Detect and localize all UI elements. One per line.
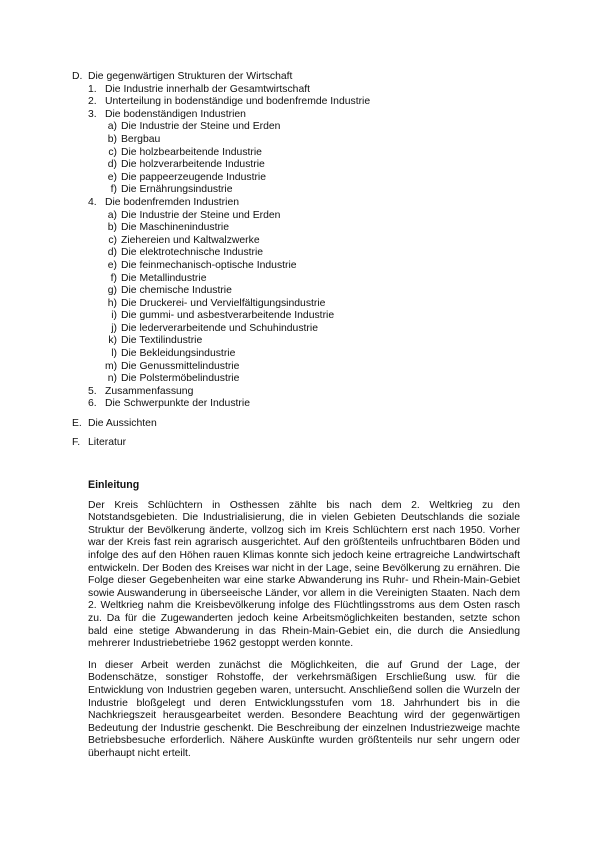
toc-marker: 3. — [88, 108, 97, 120]
toc-label: Die holzverarbeitende Industrie — [121, 159, 265, 171]
toc-marker: l) — [111, 348, 117, 360]
toc-subitem — [72, 361, 532, 374]
toc-marker: i) — [111, 310, 117, 322]
toc-marker: d) — [107, 159, 117, 171]
toc-marker: m) — [105, 360, 118, 372]
toc-marker: k) — [108, 335, 117, 347]
toc-label: Bergbau — [121, 133, 161, 145]
toc-subitem — [72, 134, 532, 147]
toc-label: Die Ernährungsindustrie — [121, 184, 233, 196]
toc-item — [72, 398, 532, 411]
toc-label: Unterteilung in bodenständige und bodenfremde Industrie — [105, 96, 371, 108]
toc-marker: 6. — [88, 398, 97, 410]
toc-marker: E. — [72, 418, 82, 430]
toc-subitem — [72, 222, 532, 235]
toc-marker: e) — [107, 171, 117, 183]
toc-marker: 4. — [88, 196, 97, 208]
toc-label: Die bodenfremden Industrien — [105, 196, 240, 208]
toc-subitem — [72, 235, 532, 248]
toc-item — [72, 386, 532, 399]
toc-item — [72, 96, 532, 109]
toc-marker: f) — [110, 272, 117, 284]
toc-marker: f) — [110, 184, 117, 196]
toc-marker: a) — [107, 121, 117, 133]
toc-label: Die Polstermöbelindustrie — [121, 373, 240, 385]
toc-label: Die Schwerpunkte der Industrie — [105, 398, 250, 410]
toc-marker: 1. — [88, 83, 97, 95]
toc-label: Die Textilindustrie — [121, 335, 203, 347]
toc-label: Die Industrie innerhalb der Gesamtwirtschaft — [105, 83, 311, 95]
toc-label: Die elektrotechnische Industrie — [121, 247, 264, 259]
toc-marker: a) — [107, 209, 117, 221]
toc-marker: d) — [107, 247, 117, 259]
toc-marker: c) — [108, 146, 117, 158]
toc-subitem — [72, 285, 532, 298]
toc-marker: b) — [107, 222, 117, 234]
toc-item — [72, 84, 532, 97]
toc-label: Die Druckerei- und Vervielfältigungsindustrie — [121, 297, 326, 309]
toc-label: Die gummi- und asbestverarbeitende Industrie — [121, 310, 335, 322]
toc-subitem — [72, 323, 532, 336]
table-of-contents — [72, 71, 532, 449]
toc-label: Die Maschinenindustrie — [121, 222, 230, 234]
toc-label: Die Genussmittelindustrie — [121, 360, 240, 372]
toc-subitem — [72, 172, 532, 185]
toc-subitem — [72, 273, 532, 286]
toc-subitem — [72, 247, 532, 260]
section-heading: Einleitung — [88, 479, 140, 491]
toc-marker: 2. — [88, 96, 97, 108]
toc-marker: j) — [111, 322, 117, 334]
toc-label: Die gegenwärtigen Strukturen der Wirtschaft — [88, 71, 293, 82]
toc-item — [72, 197, 532, 210]
toc-marker: 5. — [88, 385, 97, 397]
toc-section-f — [72, 437, 532, 450]
toc-marker: n) — [107, 373, 117, 385]
toc-subitem — [72, 184, 532, 197]
toc-label: Die Metallindustrie — [121, 272, 207, 284]
toc-subitem — [72, 298, 532, 311]
toc-marker: h) — [107, 297, 117, 309]
toc-subitem — [72, 147, 532, 160]
toc-marker: D. — [72, 71, 83, 82]
toc-label: Die Aussichten — [88, 418, 157, 430]
toc-section-d — [72, 71, 532, 84]
toc-subitem — [72, 348, 532, 361]
toc-marker: c) — [108, 234, 117, 246]
toc-subitem — [72, 373, 532, 386]
toc-label: Die pappeerzeugende Industrie — [121, 171, 266, 183]
toc-label: Ziehereien und Kaltwalzwerke — [121, 234, 260, 246]
toc-marker: F. — [72, 436, 81, 448]
toc-label: Die Industrie der Steine und Erden — [121, 209, 281, 221]
toc-label: Die holzbearbeitende Industrie — [121, 146, 262, 158]
toc-subitem — [72, 210, 532, 223]
toc-subitem — [72, 335, 532, 348]
toc-label: Die feinmechanisch-optische Industrie — [121, 259, 297, 271]
toc-label: Die lederverarbeitende und Schuhindustrie — [121, 322, 318, 334]
toc-subitem — [72, 121, 532, 134]
toc-label: Zusammenfassung — [105, 385, 194, 397]
introduction-section — [88, 479, 520, 769]
toc-marker: b) — [107, 133, 117, 145]
toc-marker: g) — [107, 285, 117, 297]
toc-subitem — [72, 260, 532, 273]
paragraph: Der Kreis Schlüchtern in Osthessen zählte bis nach dem 2. Weltkrieg zu den Notstandsgebieten. Die Industrialisierung, die in vielen Gebieten Deutschlands die soziale Struktur der Bevölkerung änderte, vollzog sich im Kreis Schlüchtern erst nach 1950. Vorher war der Kreis fast rein agrarisch ausgerichtet. Auf den größtenteils unfruchtbaren Böden und infolge des auf den Höhen rauen Klimas konnte sich jedoch keine ertragreiche Landwirtschaft entwickeln. Der Boden des Kreises war nicht in der Lage, seine Bevölkerung zu ernähren. Die Folge dieser Gegebenheiten war eine starke Abwanderung ins Ruhr- und Rhein-Main-Gebiet sowie Auswanderung in überseeische Länder, vor allem in die Vereinigten Staaten. Nach dem 2. Weltkrieg nahm die Kreisbevölkerung infolge des Flüchtlingsstroms aus dem Osten rasch zu. Da für die Zugewanderten jedoch keine Arbeitsmöglichkeiten bestanden, setzte schon bald eine stetige Abwanderung in das Rhein-Main-Gebiet ein, die durch die Ansiedlung mehrerer Industriebetriebe 1962 gestoppt werden konnte. — [88, 499, 520, 650]
toc-label: Literatur — [88, 436, 127, 448]
toc-label: Die Bekleidungsindustrie — [121, 348, 236, 360]
toc-section-e — [72, 418, 532, 431]
toc-subitem — [72, 159, 532, 172]
toc-item — [72, 109, 532, 122]
toc-subitem — [72, 310, 532, 323]
toc-label: Die bodenständigen Industrien — [105, 108, 246, 120]
paragraph: In dieser Arbeit werden zunächst die Möglichkeiten, die auf Grund der Lage, der Bodenschätze, sonstiger Rohstoffe, der verkehrsmäßigen Erschließung usw. für die Entwicklung von Industrien gegeben waren, untersucht. Anschließend sollen die Wurzeln der Industrie bloßgelegt und deren Entwicklungsstufen vom 18. Jahrhundert bis in die Nachkriegszeit herausgearbeitet werden. Besondere Beachtung wird der gegenwärtigen Bedeutung der Industrie geschenkt. Die Beschreibung der einzelnen Industriezweige machte Betriebsbesuche erforderlich. Nähere Auskünfte wurden größtenteils nur sehr ungern oder überhaupt nicht erteilt. — [88, 659, 520, 759]
toc-label: Die chemische Industrie — [121, 285, 232, 297]
toc-label: Die Industrie der Steine und Erden — [121, 121, 281, 133]
toc-marker: e) — [107, 259, 117, 271]
